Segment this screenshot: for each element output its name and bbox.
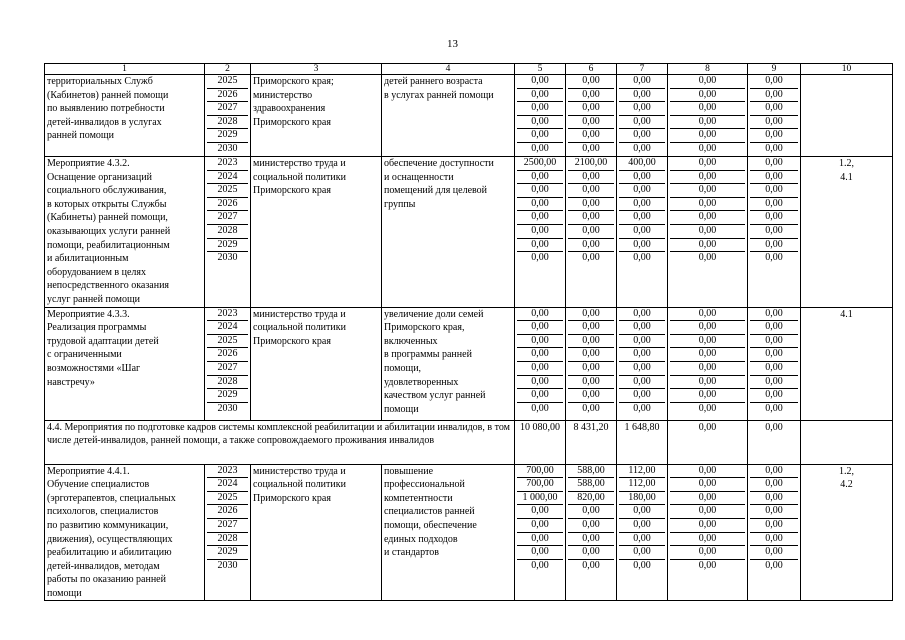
- amount-value: 400,00: [619, 157, 665, 171]
- column-header: 3: [251, 64, 382, 75]
- amount-value: 0,00: [670, 519, 745, 533]
- responsible-executor: [251, 307, 382, 420]
- amount-value: 0,00: [531, 402, 549, 414]
- column-header: 6: [566, 64, 617, 75]
- amount-value: 0,00: [750, 321, 798, 335]
- year: 2023: [207, 308, 248, 322]
- year: 2028: [207, 376, 248, 390]
- amount-value: 0,00: [750, 348, 798, 362]
- reference-text: 4.1: [840, 308, 853, 320]
- amount-value: 0,00: [670, 89, 745, 103]
- column-header: 7: [617, 64, 668, 75]
- amount-value: 0,00: [750, 239, 798, 253]
- section-row: [45, 420, 893, 464]
- amount-value: 0,00: [750, 89, 798, 103]
- indicator-reference: [801, 464, 893, 601]
- amount-value: 2500,00: [517, 157, 563, 171]
- amount-value: 0,00: [619, 348, 665, 362]
- activity-text: Мероприятие 4.3.2. Оснащение организаций социального обслуживания, в которых открыты Службы (Кабинеты) ранней помощи, оказывающих услуги ранней помощи, реабилитационным и абилитационным оборудованием в целях непосредственного оказания услуг ранней помощи: [47, 158, 171, 305]
- amount-value: 0,00: [582, 559, 600, 571]
- amount-value: 0,00: [619, 102, 665, 116]
- amount-value: 0,00: [750, 505, 798, 519]
- amount-value: 0,00: [568, 171, 614, 185]
- amount-value: 0,00: [517, 519, 563, 533]
- amount-value: 0,00: [568, 102, 614, 116]
- amount-value: 0,00: [517, 211, 563, 225]
- year: 2030: [217, 402, 238, 414]
- amount-cell-v9: [748, 157, 801, 308]
- amount-cell-v9: [748, 464, 801, 601]
- section-amount-v7: [617, 420, 668, 464]
- amount-value: 0,00: [568, 376, 614, 390]
- year: 2027: [207, 362, 248, 376]
- amount-value: 0,00: [750, 492, 798, 506]
- amount-value: 0,00: [750, 102, 798, 116]
- amount-value: 0,00: [517, 171, 563, 185]
- amount-value: 0,00: [568, 211, 614, 225]
- amount-value: 0,00: [619, 321, 665, 335]
- amount-value: 0,00: [517, 389, 563, 403]
- amount-cell-v7: [617, 464, 668, 601]
- amount-value: 0,00: [619, 308, 665, 322]
- amount-value: 0,00: [517, 198, 563, 212]
- amount-value: 0,00: [517, 546, 563, 560]
- amount-value: 0,00: [568, 129, 614, 143]
- amount-value: 0,00: [750, 171, 798, 185]
- program-table: [44, 63, 893, 601]
- amount-value: 0,00: [670, 157, 745, 171]
- amount-cell-v8: [668, 307, 748, 420]
- amount-value: 0,00: [619, 89, 665, 103]
- amount-value: 0,00: [619, 198, 665, 212]
- year: 2024: [207, 171, 248, 185]
- year: 2030: [217, 252, 238, 264]
- amount-value: 2100,00: [568, 157, 614, 171]
- amount-value: 0,00: [517, 75, 563, 89]
- amount-cell-v9: [748, 75, 801, 157]
- year: 2026: [207, 89, 248, 103]
- amount-value: 0,00: [670, 321, 745, 335]
- amount-value: 0,00: [633, 252, 651, 264]
- amount-value: 0,00: [517, 184, 563, 198]
- amount-value: 0,00: [670, 102, 745, 116]
- amount-value: 0,00: [619, 533, 665, 547]
- amount-cell-v8: [668, 464, 748, 601]
- year: 2025: [207, 75, 248, 89]
- amount-value: 112,00: [619, 465, 665, 479]
- year: 2029: [207, 546, 248, 560]
- section-amount: 10 080,00: [520, 421, 560, 433]
- year: 2025: [207, 184, 248, 198]
- amount-cell-v5: [515, 75, 566, 157]
- amount-value: 0,00: [750, 184, 798, 198]
- year: 2030: [217, 142, 238, 154]
- indicator-reference: [801, 157, 893, 308]
- amount-value: 0,00: [750, 116, 798, 130]
- section-amount: 1 648,80: [624, 421, 660, 433]
- amount-value: 0,00: [750, 335, 798, 349]
- amount-value: 0,00: [568, 89, 614, 103]
- year: 2024: [207, 321, 248, 335]
- amount-value: 0,00: [750, 225, 798, 239]
- amount-value: 0,00: [670, 546, 745, 560]
- amount-value: 0,00: [750, 198, 798, 212]
- amount-value: 0,00: [568, 239, 614, 253]
- amount-value: 0,00: [633, 402, 651, 414]
- year: 2027: [207, 102, 248, 116]
- amount-value: 0,00: [619, 519, 665, 533]
- amount-value: 0,00: [568, 362, 614, 376]
- amount-value: 0,00: [765, 142, 783, 154]
- amount-value: 0,00: [765, 559, 783, 571]
- amount-value: 0,00: [619, 184, 665, 198]
- amount-value: 0,00: [765, 402, 783, 414]
- amount-cell-v9: [748, 307, 801, 420]
- amount-value: 0,00: [517, 89, 563, 103]
- year: 2025: [207, 335, 248, 349]
- amount-value: 0,00: [531, 142, 549, 154]
- column-header: 8: [668, 64, 748, 75]
- amount-value: 0,00: [619, 546, 665, 560]
- amount-value: 0,00: [619, 376, 665, 390]
- amount-value: 0,00: [568, 505, 614, 519]
- amount-cell-v8: [668, 157, 748, 308]
- executor-text: министерство труда и социальной политики Приморского края: [253, 308, 346, 347]
- amount-value: 0,00: [582, 142, 600, 154]
- column-header: 5: [515, 64, 566, 75]
- amount-value: 0,00: [670, 198, 745, 212]
- amount-value: 0,00: [568, 335, 614, 349]
- activity-description: [45, 75, 205, 157]
- amount-value: 0,00: [517, 239, 563, 253]
- amount-value: 0,00: [517, 225, 563, 239]
- amount-value: 0,00: [568, 308, 614, 322]
- year: 2024: [207, 478, 248, 492]
- amount-value: 0,00: [517, 116, 563, 130]
- expected-result: [382, 75, 515, 157]
- amount-value: 0,00: [750, 519, 798, 533]
- section-amount: 8 431,20: [573, 421, 609, 433]
- amount-value: 0,00: [619, 335, 665, 349]
- amount-value: 0,00: [670, 376, 745, 390]
- executor-text: министерство труда и социальной политики Приморского края: [253, 465, 346, 504]
- amount-value: 0,00: [517, 129, 563, 143]
- year: 2028: [207, 116, 248, 130]
- year: 2023: [207, 157, 248, 171]
- section-title: [45, 420, 515, 464]
- amount-value: 0,00: [670, 225, 745, 239]
- amount-value: 0,00: [517, 505, 563, 519]
- amount-value: 0,00: [750, 465, 798, 479]
- amount-value: 0,00: [670, 465, 745, 479]
- amount-cell-v5: [515, 307, 566, 420]
- page-number: 13: [447, 38, 458, 50]
- activity-description: [45, 157, 205, 308]
- amount-value: 0,00: [517, 376, 563, 390]
- amount-value: 0,00: [670, 184, 745, 198]
- section-text: 4.4. Мероприятия по подготовке кадров системы комплексной реабилитации и абилитации инвалидов, в том числе детей-инвалидов, ранней помощи, а также сопровождаемого проживания инвалидов: [47, 421, 513, 447]
- column-header: 4: [382, 64, 515, 75]
- amount-value: 0,00: [619, 211, 665, 225]
- amount-value: 588,00: [568, 478, 614, 492]
- year: 2029: [207, 239, 248, 253]
- amount-value: 0,00: [670, 308, 745, 322]
- amount-value: 0,00: [670, 129, 745, 143]
- amount-value: 0,00: [670, 478, 745, 492]
- year: 2029: [207, 129, 248, 143]
- reference-text: 1.2, 4.2: [839, 465, 854, 491]
- amount-value: 0,00: [568, 198, 614, 212]
- amount-value: 1 000,00: [517, 492, 563, 506]
- amount-cell-v5: [515, 464, 566, 601]
- year: 2026: [207, 505, 248, 519]
- column-header-row: [45, 64, 893, 75]
- amount-value: 0,00: [750, 362, 798, 376]
- amount-value: 0,00: [670, 211, 745, 225]
- executor-text: Приморского края; министерство здравоохранения Приморского края: [253, 76, 334, 128]
- year: 2029: [207, 389, 248, 403]
- amount-cell-v6: [566, 307, 617, 420]
- amount-value: 0,00: [517, 308, 563, 322]
- years-cell: [205, 307, 251, 420]
- amount-value: 0,00: [670, 389, 745, 403]
- amount-value: 0,00: [670, 348, 745, 362]
- amount-value: 0,00: [750, 308, 798, 322]
- amount-value: 0,00: [568, 75, 614, 89]
- amount-value: 0,00: [633, 559, 651, 571]
- amount-value: 0,00: [750, 211, 798, 225]
- year: 2027: [207, 519, 248, 533]
- amount-value: 0,00: [568, 533, 614, 547]
- amount-value: 0,00: [619, 75, 665, 89]
- activity-text: территориальных Служб (Кабинетов) ранней помощи по выявлению потребности детей-инвалидов в услугах ранней помощи: [47, 76, 169, 142]
- amount-value: 0,00: [582, 252, 600, 264]
- activity-text: Мероприятие 4.4.1. Обучение специалистов (эрготерапевтов, специальных психологов, специалистов по развитию коммуникации, движения), осуществляющих реабилитацию и абилитацию детей-инвалидов, методам работы по оказанию ранней помощи: [47, 465, 176, 599]
- amount-value: 0,00: [568, 184, 614, 198]
- amount-value: 0,00: [517, 348, 563, 362]
- responsible-executor: [251, 75, 382, 157]
- amount-cell-v6: [566, 157, 617, 308]
- column-header: 9: [748, 64, 801, 75]
- responsible-executor: [251, 464, 382, 601]
- year: 2023: [207, 465, 248, 479]
- amount-value: 0,00: [619, 171, 665, 185]
- amount-value: 180,00: [619, 492, 665, 506]
- amount-cell-v5: [515, 157, 566, 308]
- amount-value: 0,00: [568, 546, 614, 560]
- amount-value: 588,00: [568, 465, 614, 479]
- amount-cell-v8: [668, 75, 748, 157]
- activity-text: Мероприятие 4.3.3. Реализация программы трудовой адаптации детей с ограниченными возможностями «Шаг навстречу»: [47, 308, 159, 388]
- amount-value: 0,00: [750, 389, 798, 403]
- amount-value: 0,00: [750, 75, 798, 89]
- amount-value: 0,00: [568, 519, 614, 533]
- activity-row: [45, 75, 893, 157]
- amount-value: 0,00: [750, 129, 798, 143]
- reference-text: 1.2, 4.1: [839, 158, 854, 183]
- amount-value: 0,00: [670, 492, 745, 506]
- activity-row: [45, 307, 893, 420]
- amount-value: 0,00: [670, 505, 745, 519]
- amount-value: 0,00: [670, 239, 745, 253]
- amount-cell-v7: [617, 75, 668, 157]
- amount-value: 0,00: [531, 252, 549, 264]
- section-amount-v9: [748, 420, 801, 464]
- amount-value: 0,00: [517, 102, 563, 116]
- amount-value: 0,00: [568, 389, 614, 403]
- amount-value: 0,00: [568, 348, 614, 362]
- amount-value: 0,00: [568, 116, 614, 130]
- amount-value: 0,00: [670, 116, 745, 130]
- activity-description: [45, 464, 205, 601]
- column-header: 10: [801, 64, 893, 75]
- expected-result: [382, 307, 515, 420]
- amount-value: 0,00: [568, 225, 614, 239]
- executor-text: министерство труда и социальной политики Приморского края: [253, 158, 346, 197]
- section-amount: 0,00: [698, 421, 717, 433]
- amount-value: 0,00: [582, 402, 600, 414]
- amount-value: 0,00: [619, 116, 665, 130]
- amount-value: 112,00: [619, 478, 665, 492]
- amount-cell-v6: [566, 464, 617, 601]
- column-header: 1: [45, 64, 205, 75]
- amount-value: 0,00: [619, 129, 665, 143]
- year: 2030: [217, 559, 238, 571]
- amount-value: 0,00: [750, 478, 798, 492]
- indicator-reference: [801, 307, 893, 420]
- amount-value: 820,00: [568, 492, 614, 506]
- year: 2028: [207, 225, 248, 239]
- amount-value: 0,00: [619, 389, 665, 403]
- amount-value: 0,00: [619, 505, 665, 519]
- amount-value: 700,00: [517, 478, 563, 492]
- activity-row: [45, 157, 893, 308]
- amount-value: 0,00: [698, 252, 717, 264]
- amount-value: 0,00: [517, 321, 563, 335]
- activity-description: [45, 307, 205, 420]
- year: 2028: [207, 533, 248, 547]
- section-reference: [801, 420, 893, 464]
- result-text: детей раннего возраста в услугах ранней помощи: [384, 76, 494, 101]
- amount-value: 0,00: [698, 559, 717, 571]
- section-amount-v6: [566, 420, 617, 464]
- amount-value: 0,00: [633, 142, 651, 154]
- amount-value: 700,00: [517, 465, 563, 479]
- year: 2027: [207, 211, 248, 225]
- section-amount: 0,00: [765, 421, 783, 433]
- amount-value: 0,00: [531, 559, 549, 571]
- amount-value: 0,00: [750, 533, 798, 547]
- responsible-executor: [251, 157, 382, 308]
- years-cell: [205, 157, 251, 308]
- amount-value: 0,00: [698, 402, 717, 414]
- amount-cell-v7: [617, 307, 668, 420]
- amount-value: 0,00: [517, 335, 563, 349]
- years-cell: [205, 75, 251, 157]
- activity-row: [45, 464, 893, 601]
- amount-value: 0,00: [517, 362, 563, 376]
- amount-cell-v7: [617, 157, 668, 308]
- amount-value: 0,00: [750, 376, 798, 390]
- amount-value: 0,00: [619, 225, 665, 239]
- section-amount-v8: [668, 420, 748, 464]
- expected-result: [382, 157, 515, 308]
- year: 2026: [207, 348, 248, 362]
- years-cell: [205, 464, 251, 601]
- expected-result: [382, 464, 515, 601]
- year: 2025: [207, 492, 248, 506]
- year: 2026: [207, 198, 248, 212]
- amount-value: 0,00: [670, 75, 745, 89]
- section-amount-v5: [515, 420, 566, 464]
- amount-value: 0,00: [698, 142, 717, 154]
- amount-value: 0,00: [750, 546, 798, 560]
- column-header: 2: [205, 64, 251, 75]
- amount-value: 0,00: [568, 321, 614, 335]
- result-text: повышение профессиональной компетентности специалистов ранней помощи, обеспечение единых подходов и стандартов: [384, 465, 477, 559]
- amount-value: 0,00: [670, 335, 745, 349]
- result-text: увеличение доли семей Приморского края, включенных в программы ранней помощи, удовлетворенных качеством услуг ранней помощи: [384, 308, 486, 415]
- amount-value: 0,00: [670, 171, 745, 185]
- amount-value: 0,00: [670, 533, 745, 547]
- amount-cell-v6: [566, 75, 617, 157]
- result-text: обеспечение доступности и оснащенности помещений для целевой группы: [384, 158, 494, 210]
- indicator-reference: [801, 75, 893, 157]
- amount-value: 0,00: [765, 252, 783, 264]
- amount-value: 0,00: [619, 362, 665, 376]
- amount-value: 0,00: [670, 362, 745, 376]
- amount-value: 0,00: [750, 157, 798, 171]
- amount-value: 0,00: [517, 533, 563, 547]
- amount-value: 0,00: [619, 239, 665, 253]
